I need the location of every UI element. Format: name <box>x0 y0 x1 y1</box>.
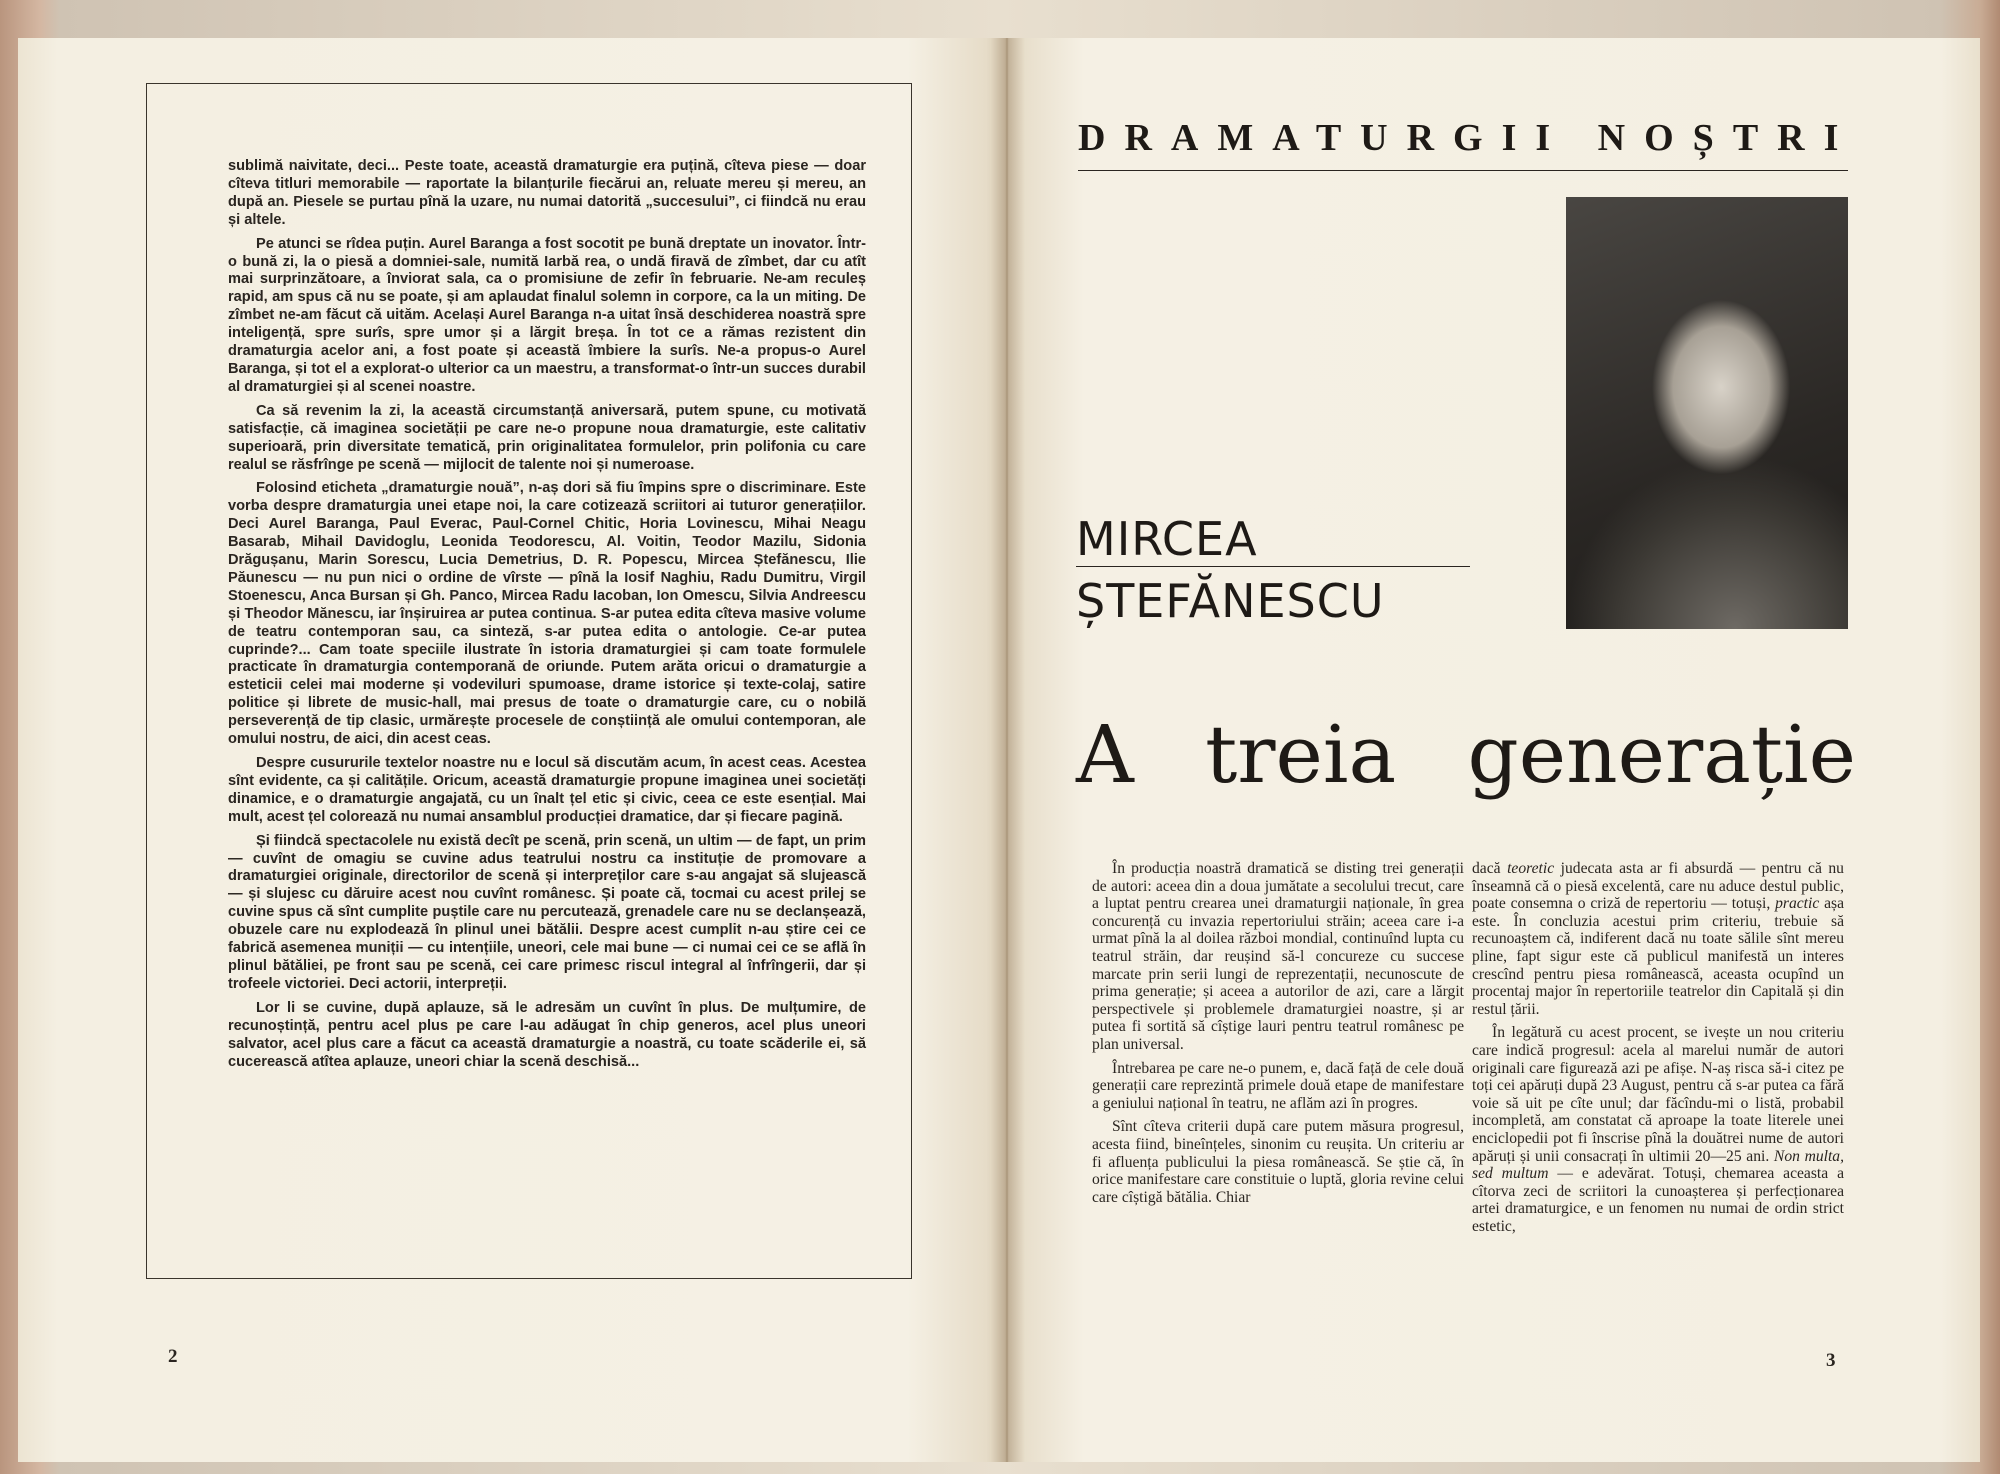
page-number-left: 2 <box>168 1346 178 1367</box>
paragraph: Folosind eticheta „dramaturgie nouă”, n-aș dori să fiu împins spre o discriminare. Este vorba despre dramaturgia unei etape noi, la care cotizează scriitori ai tuturor generațiilor. Deci Aurel Baranga, Paul Everac, Paul-Cornel Chitic, Horia Lovinescu, Mihai Neagu Basarab, Mihail Davidoglu, Leonida Teodorescu, Al. Voitin, Teodor Mazilu, Sidonia Drăgușanu, Marin Sorescu, Lucia Demetrius, D. R. Popescu, Mircea Ștefănescu, Ilie Păunescu — nu pun nici o ordine de vîrste — pînă la Iosif Naghiu, Radu Dumitru, Virgil Stoenescu, Anca Bursan și Gh. Panco, Mircea Radu Iacoban, Ion Omescu, Silvia Andreescu și Theodor Mănescu, iar înșiruirea ar putea continua. S-ar putea edita cîteva masive volume de teatru contemporan sau, ca sinteză, s-ar putea edita o antologie. Ce-ar putea cuprinde?... Cam toate speciile ilustrate în istoria dramaturgiei și cam toate formulele practicate în dramaturgia contemporană de oriunde. Putem arăta oricui o dramaturgie a esteticii celei mai moderne și vodeviluri spumoase, drame istorice și texte-colaj, satire politice și librete de music-hall, mai presus de toate o dramaturgie care, cu o nobilă perseverență de tip clasic, urmărește procesele de conștiință ale omului contemporan, ale omului nostru, de aici, din acest ceas. <box>228 480 866 748</box>
paragraph: Lor li se cuvine, după aplauze, să le adresăm un cuvînt în plus. De mulțumire, de recunoștință, pentru acel plus pe care l-au adăugat în chip generos, acel plus uneori salvator, acel plus care a făcut ca această dramaturgie a noastră, cu toate scăderile ei, să cucerească atîtea aplauze, uneori chiar la scenă deschisă... <box>228 999 866 1070</box>
italic-run: practic <box>1775 895 1820 913</box>
article-column-1 <box>1092 860 1464 1212</box>
paragraph: sublimă naivitate, deci... Peste toate, această dramaturgie era puțină, cîteva piese — doar cîteva titluri memorabile — raportate la bilanțurile fiecărui an, reluate mereu și mereu, an după an. Piesele se purtau pînă la uzare, nu numai datorită „succesului”, ci fiindcă nu erau și altele. <box>228 158 866 228</box>
text-run: judecata asta ar fi absurdă — pentru că nu înseamnă că o piesă excelentă, care nu aduce destul public, poate consemna o criză de repertoriu — totuși, <box>1472 860 1844 913</box>
article-title <box>1076 708 1856 801</box>
paragraph: În producția noastră dramatică se disting trei generații de autori: aceea din a doua jumătate a secolului trecut, care a luptat pentru crearea unei dramaturgii naționale, în grea concurență cu invazia repertoriului străin; aceea care i-a urmat pînă la al doilea război mondial, continuînd lupta cu teatrul străin, dar reușind să-l concureze cu succese marcate prin serii lungi de reprezentații, necunoscute de prima generație; și aceea a autorilor de azi, care a lărgit perspectivele și problemele dramaturgiei noastre, și ar putea fi sortită să cîștige lauri pentru teatrul românesc pe plan universal. <box>1092 860 1464 1053</box>
page-number-right: 3 <box>1826 1350 1836 1371</box>
text-run: dacă <box>1472 860 1508 877</box>
author-first-name: MIRCEA <box>1076 512 1258 566</box>
header-rule <box>1078 170 1848 171</box>
author-last-name: ȘTEFĂNESCU <box>1076 574 1385 628</box>
title-word: treia <box>1205 708 1397 801</box>
paragraph: Sînt cîteva criterii după care putem măsura progresul, acesta fiind, bineînțeles, sinonim cu reușita. Un criteriu ar fi afluența publicului la piesa românească. Se știe că, în orice manifestare care constituie o luptă, gloria revine celui care cîștigă bătălia. Chiar <box>1092 1118 1464 1206</box>
paragraph: Pe atunci se rîdea puțin. Aurel Baranga a fost socotit pe bună dreptate un inovator. Într-o bună zi, la o piesă a domniei-sale, numită Iarbă rea, o undă firavă de zîmbet, dar cu atît mai surprinzătoare, a înviorat sala, ca o promisiune de zefir în februarie. Ne-am reculeș rapid, am spus că nu se poate, și am aplaudat finalul solemn in corpore, ca la un miting. De zîmbet ne-am făcut că uităm. Același Aurel Baranga n-a uitat însă deschiderea noastră spre inteligență, spre surîs, spre umor și a lărgit breșa. În tot ce a rămas rezistent din dramaturgia acelor ani, a fost poate și această îmbiere la surîs. Ne-a propus-o Aurel Baranga, și tot el a explorat-o ulterior ca un maestru, a transformat-o într-un succes durabil al dramaturgiei și al scenei noastre. <box>228 235 866 395</box>
left-article-text <box>228 158 866 1077</box>
book-gutter <box>990 38 1024 1462</box>
author-portrait-photo <box>1566 197 1848 629</box>
paragraph <box>1472 860 1844 1018</box>
article-column-2 <box>1472 860 1844 1241</box>
section-header: DRAMATURGII NOȘTRI <box>1078 117 1858 159</box>
text-run: În legătură cu acest procent, se ivește un nou criteriu care indică progresul: acela al marelui număr de autori originali care figurează azi pe afișe. N-aș risca să-i citez pe toți cei apăruți după 23 August, pentru că s-ar putea ca fără voie să uit pe cîte unul; dar făcîndu-mi o listă, probabil incompletă, am constatat că aproape la toate literele unei enciclopedii pot fi înscrise pînă la douătrei nume de autori apăruți și unii consacrați în ultimii 20—25 ani. <box>1472 1024 1844 1165</box>
paragraph: Întrebarea pe care ne-o punem, e, dacă față de cele două generații care reprezintă primele două etape de manifestare a geniului național în teatru, ne aflăm azi în progres. <box>1092 1059 1464 1112</box>
title-word: generație <box>1467 708 1856 801</box>
paragraph: Ca să revenim la zi, la această circumstanță aniversară, putem spune, cu motivată satisfacție, că imaginea societății pe care ne-o propune noua dramaturgie, este calitativ superioară, prin diversitate tematică, prin originalitatea formulelor, prin polifonia cu care realul se răsfrînge pe scenă — mijlocit de talente noi și numeroase. <box>228 402 866 473</box>
paragraph: Și fiindcă spectacolele nu există decît pe scenă, prin scenă, un ultim — de fapt, un prim — cuvînt de omagiu se cuvine adus teatrului nostru ca instituție de promovare a dramaturgiei originale, directorilor de scenă și interpreților care s-au angajat să slujească — și slujesc cu dăruire acest nou cuvînt românesc. Și poate că, tocmai cu acest prilej se cuvine spus că sînt cumplite puștile care nu percutează, grenadele care nu se declanșează, obuzele care nu explodează în plinul unei bătălii. Despre acest cumplit n-au știre cei ce fabrică asemenea muniții — cu intențiile, uneori, cele mai bune — ci numai cei ce se află în plinul bătăliei, pe front sau pe scenă, cei care primesc riscul integral al înfrîngerii, dar și trofeele victoriei. Deci actorii, interpreții. <box>228 832 866 992</box>
text-run: — e adevărat. Totuși, chemarea aceasta a cîtorva zeci de scriitori la cunoașterea și perfecționarea artei dramaturgice, e un fenomen nu numai de ordin strict estetic, <box>1472 1165 1844 1235</box>
paragraph <box>1472 1024 1844 1235</box>
author-rule <box>1076 566 1470 567</box>
title-word: A <box>1076 708 1134 801</box>
italic-run: teoretic <box>1507 860 1555 877</box>
italic-run: Non multa, sed multum <box>1472 1147 1844 1183</box>
paragraph: Despre cusururile textelor noastre nu e locul să discutăm acum, în acest ceas. Acestea sînt evidente, ca și calitățile. Oricum, această dramaturgie propune imaginea unei societăți dinamice, e o dramaturgie angajată, cu un înalt țel etic și civic, ceea ce este esențial. Mai mult, acest țel colorează nu numai ansamblul producției dramatice, dar și fiecare pagină. <box>228 755 866 825</box>
text-run: așa este. În concluzia acestui prim criteriu, trebuie să recunoaștem că, indiferent dacă nu toate sălile sînt mereu pline, fapt sigur este că publicul manifestă un interes crescînd pentru piesa românească, aceasta ocupînd un procentaj major în repertoriile teatrelor din Capitală și din restul țării. <box>1472 895 1844 1018</box>
